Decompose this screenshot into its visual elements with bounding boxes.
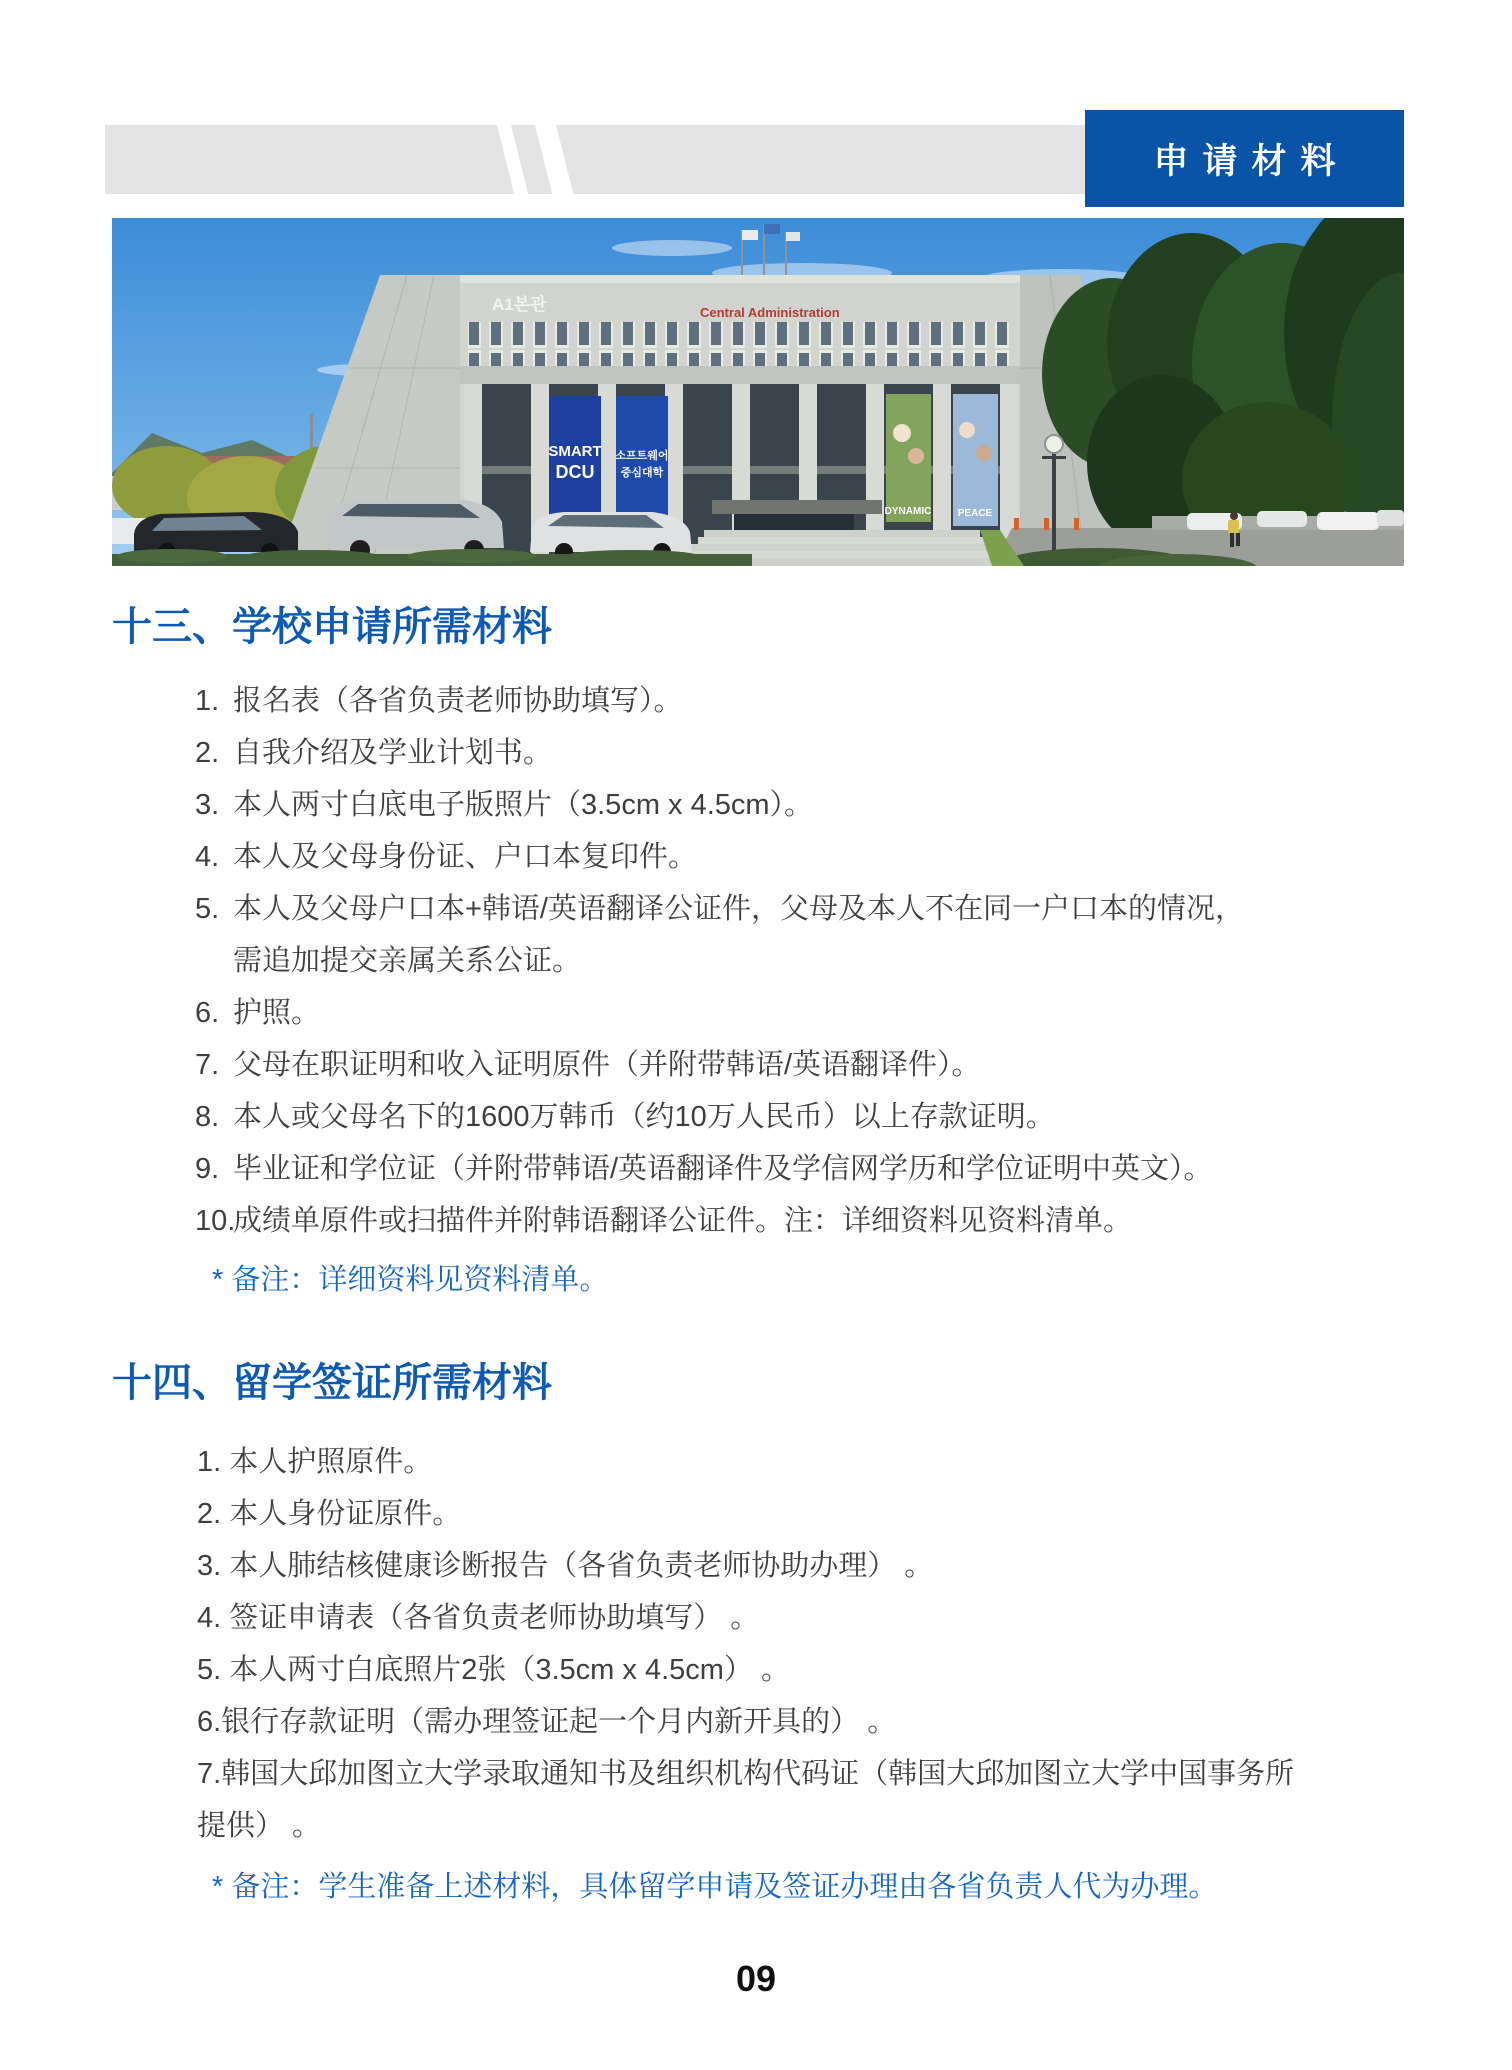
item-text: 成绩单原件或扫描件并附韩语翻译公证件。注：详细资料见资料清单。 — [233, 1205, 1133, 1237]
section-14-title: 十四、留学签证所需材料 — [112, 1361, 552, 1405]
building-title-label: Central Administration — [700, 305, 840, 320]
list-item: 2. 本人身份证原件。 — [197, 1498, 462, 1530]
list-item — [195, 831, 1263, 883]
slash-decor-icon — [535, 125, 573, 194]
parapet — [460, 275, 1020, 283]
entrance-canopy — [712, 500, 882, 514]
banner-peace — [953, 394, 998, 526]
list-item: 4. 签证申请表（各省负责老师协助填写） 。 — [197, 1602, 760, 1634]
cornice — [460, 366, 1020, 384]
item-number: 5. — [195, 893, 220, 925]
item-number: 8. — [195, 1101, 220, 1133]
section-14-note: * 备注：学生准备上述材料，具体留学申请及签证办理由各省负责人代为办理。 — [212, 1871, 1218, 1903]
slash-decor-icon — [497, 125, 528, 194]
banner-software — [614, 396, 668, 531]
svg-text:PEACE: PEACE — [957, 508, 993, 519]
item-number: 7. — [195, 1049, 220, 1081]
list-item — [195, 727, 1263, 779]
svg-text:DYNAMIC: DYNAMIC — [884, 506, 932, 517]
banner-smart-dcu — [548, 396, 601, 526]
item-text: 父母在职证明和收入证明原件（并附带韩语/英语翻译件）。 — [233, 1049, 981, 1081]
campus-photo-illustration — [112, 218, 1404, 566]
list-item — [195, 1091, 1263, 1143]
list-item — [195, 675, 1263, 727]
item-number: 6. — [195, 997, 220, 1029]
list-item — [195, 987, 1263, 1039]
list-item: 3. 本人肺结核健康诊断报告（各省负责老师协助办理） 。 — [197, 1550, 934, 1582]
svg-text:DCU: DCU — [555, 462, 595, 482]
item-number: 1. — [195, 685, 220, 717]
list-item — [195, 1143, 1263, 1195]
item-text: 自我介绍及学业计划书。 — [233, 737, 553, 769]
svg-text:중심대학: 중심대학 — [620, 467, 664, 479]
list-item: 7.韩国大邱加图立大学录取通知书及组织机构代码证（韩国大邱加图立大学中国事务所提供） 。 — [197, 1758, 1295, 1842]
item-number: 3. — [195, 789, 220, 821]
list-item: 5. 本人两寸白底照片2张（3.5cm x 4.5cm） 。 — [197, 1654, 790, 1686]
building-sign-label: A1본관 — [492, 295, 547, 314]
list-item — [195, 1195, 1263, 1247]
list-item — [195, 1039, 1263, 1091]
header-decor-bar — [105, 125, 1085, 194]
list-item — [195, 779, 1263, 831]
item-text: 毕业证和学位证（并附带韩语/英语翻译件及学信网学历和学位证明中英文）。 — [233, 1153, 1213, 1185]
item-text: 本人或父母名下的1600万韩币（约10万人民币）以上存款证明。 — [233, 1101, 1055, 1133]
section-13-list — [195, 675, 1263, 1247]
item-number: 2. — [195, 737, 220, 769]
header-tab — [1085, 110, 1404, 207]
item-text: 本人及父母户口本+韩语/英语翻译公证件，父母及本人不在同一户口本的情况，需追加提交亲属关系公证。 — [233, 893, 1244, 977]
list-item: 1. 本人护照原件。 — [197, 1446, 433, 1478]
hedge-left — [112, 549, 752, 566]
list-item: 6.银行存款证明（需办理签证起一个月内新开具的） 。 — [197, 1706, 897, 1738]
item-number: 9. — [195, 1153, 220, 1185]
section-13-title: 十三、学校申请所需材料 — [112, 605, 552, 649]
item-number: 10. — [195, 1205, 236, 1237]
item-text: 报名表（各省负责老师协助填写）。 — [233, 685, 683, 717]
window-row — [468, 322, 1014, 366]
item-text: 本人两寸白底电子版照片（3.5cm x 4.5cm）。 — [233, 789, 814, 821]
svg-text:소프트웨어: 소프트웨어 — [615, 450, 669, 462]
item-text: 本人及父母身份证、户口本复印件。 — [233, 841, 698, 873]
banner-dynamic — [885, 394, 932, 522]
section-14-list — [197, 1436, 1307, 1852]
campus-photo — [112, 218, 1404, 566]
page-number: 09 — [735, 1958, 777, 1999]
list-item — [195, 883, 1263, 987]
svg-text:SMART: SMART — [548, 443, 602, 460]
section-13-note: * 备注：详细资料见资料清单。 — [212, 1264, 609, 1296]
item-text: 护照。 — [233, 997, 321, 1029]
parked-cars-right — [1187, 510, 1404, 530]
header-tab-label: 申请材料 — [1153, 141, 1350, 181]
item-number: 4. — [195, 841, 220, 873]
